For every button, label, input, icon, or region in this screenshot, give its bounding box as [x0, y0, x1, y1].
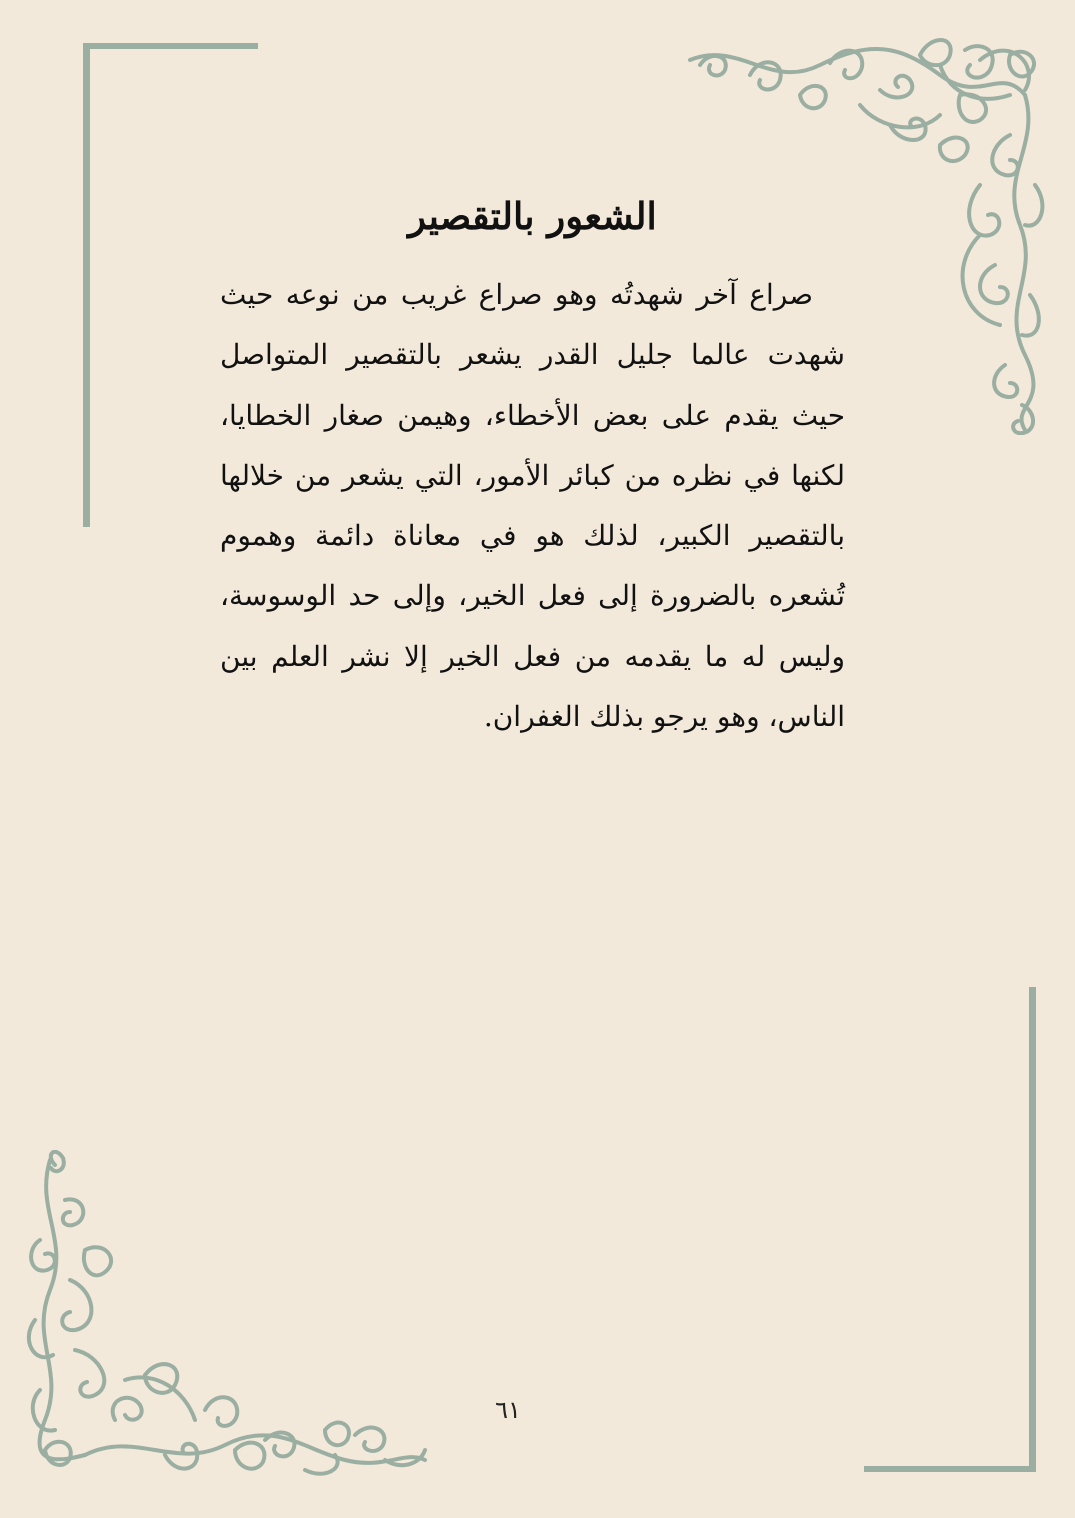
body-paragraph-container — [220, 265, 845, 747]
frame-top-left-vertical-line — [83, 43, 90, 527]
body-paragraph: صراع آخر شهدتُه وهو صراع غريب من نوعه حيث شهدت عالما جليل القدر يشعر بالتقصير المتواصل حيث يقدم على بعض الأخطاء، وهيمن صغار الخطايا، لكنها في نظره من كبائر الأمور، التي يشعر من خلالها بالتقصير الكبير، لذلك هو في معاناة دائمة وهموم تُشعره بالضرورة إلى فعل الخير، وإلى حد الوسوسة، وليس له ما يقدمه من فعل الخير إلا نشر العلم بين الناس، وهو يرجو بذلك الغفران. — [220, 278, 845, 734]
frame-top-left-horizontal-line — [83, 43, 258, 49]
page-title: الشعور بالتقصير — [408, 194, 657, 238]
frame-bottom-right-horizontal-line — [864, 1466, 1036, 1472]
frame-bottom-right-vertical-line — [1029, 987, 1036, 1472]
floral-corner-bottom-left-icon — [25, 1150, 435, 1480]
page-number: ٦١ — [495, 1396, 521, 1424]
